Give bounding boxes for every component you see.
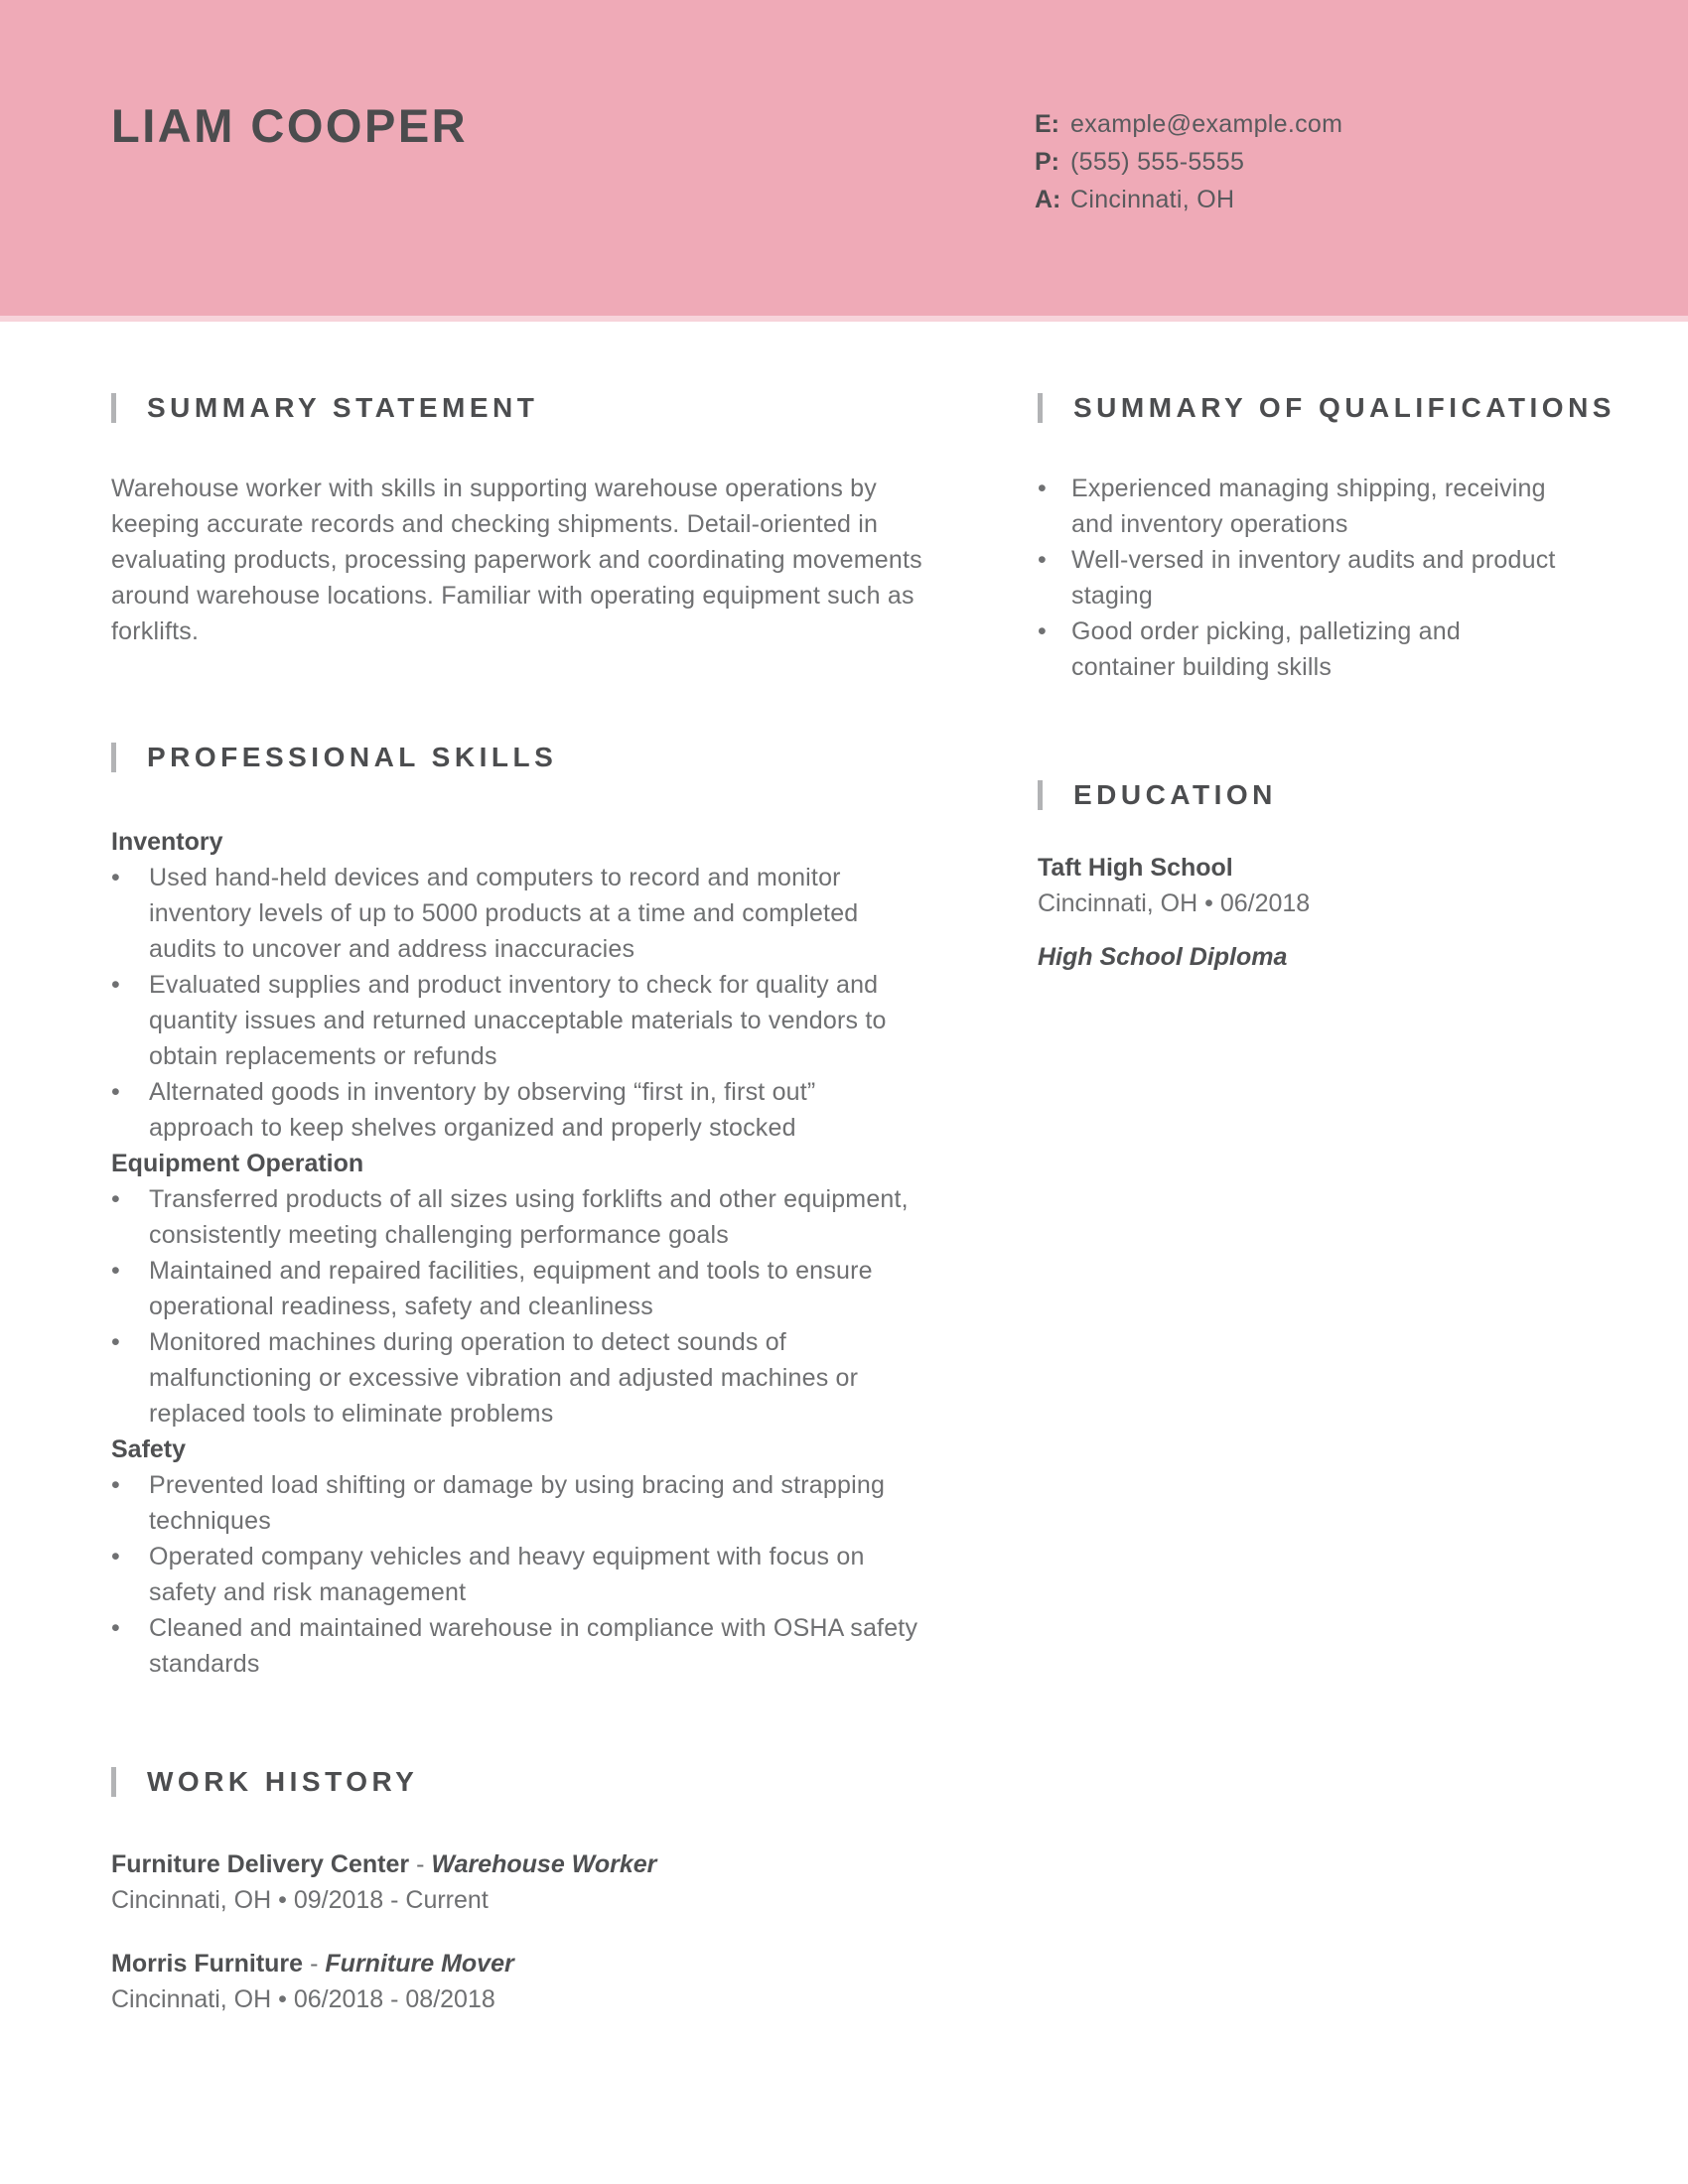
skill-bullet-text: Prevented load shifting or damage by using bracing and strapping techniques — [149, 1471, 886, 1535]
skill-bullet — [111, 860, 927, 967]
heading-bar-icon — [111, 743, 116, 772]
work-history-heading — [111, 1763, 927, 1801]
education-title: EDUCATION — [1073, 779, 1277, 810]
professional-skills-heading — [111, 739, 927, 776]
work-history-title: WORK HISTORY — [147, 1766, 419, 1797]
bullet-icon: • — [111, 971, 120, 999]
professional-skills-title: PROFESSIONAL SKILLS — [147, 742, 558, 772]
job-company: Furniture Delivery Center — [111, 1850, 410, 1878]
education-section — [1038, 776, 1556, 975]
skill-bullet-text: Transferred products of all sizes using forklifts and other equipment, consistently meeting challenging performance goals — [149, 1185, 909, 1249]
job-meta: Cincinnati, OH • 06/2018 - 08/2018 — [111, 1985, 495, 2013]
job-title-line — [111, 1846, 927, 1882]
bullet-icon: • — [111, 1543, 120, 1570]
job-entry — [111, 1946, 927, 2017]
bullet-icon: • — [111, 1257, 120, 1285]
work-history-section — [111, 1763, 927, 2017]
heading-bar-icon — [111, 393, 116, 423]
skill-bullet — [111, 1181, 927, 1253]
qualification-text: Good order picking, palletizing and container building skills — [1071, 617, 1461, 681]
job-entry — [111, 1846, 927, 1918]
qualification-bullet — [1038, 542, 1556, 614]
qualifications-heading — [1038, 389, 1616, 427]
bullet-icon: • — [1038, 475, 1047, 502]
education-content — [1038, 850, 1556, 975]
job-role: Warehouse Worker — [431, 1850, 657, 1878]
skill-bullet-text: Alternated goods in inventory by observing “first in, first out” approach to keep shelves organized and properly stocked — [149, 1078, 816, 1142]
skill-bullet — [111, 1074, 927, 1146]
contact-phone-row — [1035, 143, 1342, 181]
bullet-icon: • — [111, 864, 120, 891]
education-heading — [1038, 776, 1556, 814]
skill-bullet-text: Cleaned and maintained warehouse in compliance with OSHA safety standards — [149, 1614, 918, 1678]
qualification-text: Well-versed in inventory audits and product staging — [1071, 546, 1556, 610]
qualification-bullet — [1038, 471, 1556, 542]
bullet-icon: • — [1038, 546, 1047, 574]
skill-bullet-text: Monitored machines during operation to detect sounds of malfunctioning or excessive vibration and adjusted machines or replaced tools to eliminate problems — [149, 1328, 859, 1428]
summary-statement-title: SUMMARY STATEMENT — [147, 392, 539, 423]
contact-block — [1035, 105, 1342, 218]
job-role: Furniture Mover — [325, 1950, 514, 1978]
summary-paragraph: Warehouse worker with skills in supporting warehouse operations by keeping accurate records and checking shipments. Detail-oriented in evaluating products, processing paperwork and coordinating movements around warehouse locations. Familiar with operating equipment such as forklifts. — [111, 475, 922, 645]
bullet-icon: • — [1038, 617, 1047, 645]
header-edge-strip — [0, 316, 1688, 322]
phone-label: P: — [1035, 148, 1059, 176]
qualifications-section — [1038, 389, 1616, 685]
education-school: Taft High School — [1038, 854, 1233, 882]
bullet-icon: • — [111, 1078, 120, 1106]
skill-bullet — [111, 1253, 927, 1324]
skill-bullet — [111, 1610, 927, 1682]
skill-group-name: Inventory — [111, 828, 223, 856]
phone-value: (555) 555-5555 — [1070, 148, 1245, 176]
professional-skills-section — [111, 739, 927, 1682]
header-band — [0, 0, 1688, 316]
contact-address-row — [1035, 181, 1342, 218]
skill-group-name: Safety — [111, 1435, 187, 1463]
heading-bar-icon — [1038, 780, 1043, 810]
contact-email-row — [1035, 105, 1342, 143]
skill-bullet-text: Evaluated supplies and product inventory to check for quality and quantity issues and returned unacceptable materials to vendors to obtain replacements or refunds — [149, 971, 887, 1070]
skills-content — [111, 824, 927, 1682]
skill-bullet — [111, 1467, 927, 1539]
qualification-text: Experienced managing shipping, receiving and inventory operations — [1071, 475, 1546, 538]
bullet-icon: • — [111, 1328, 120, 1356]
skill-bullet-text: Used hand-held devices and computers to record and monitor inventory levels of up to 5000 products at a time and completed audits to uncover and address inaccuracies — [149, 864, 859, 963]
job-title-line — [111, 1946, 927, 1981]
education-degree: High School Diploma — [1038, 943, 1288, 971]
job-company: Morris Furniture — [111, 1950, 304, 1978]
person-name: LIAM COOPER — [111, 99, 469, 152]
summary-statement-heading — [111, 389, 927, 427]
email-value: example@example.com — [1070, 110, 1343, 138]
bullet-icon: • — [111, 1614, 120, 1642]
email-label: E: — [1035, 110, 1059, 138]
skill-bullet — [111, 1539, 927, 1610]
job-meta: Cincinnati, OH • 09/2018 - Current — [111, 1886, 489, 1914]
job-separator: - — [416, 1850, 425, 1878]
bullet-icon: • — [111, 1471, 120, 1499]
skill-bullet — [111, 1324, 927, 1432]
heading-bar-icon — [111, 1767, 116, 1797]
address-label: A: — [1035, 186, 1061, 213]
skill-bullet — [111, 967, 927, 1074]
bullet-icon: • — [111, 1185, 120, 1213]
education-meta: Cincinnati, OH • 06/2018 — [1038, 889, 1311, 917]
qualifications-list — [1038, 471, 1556, 685]
summary-statement-section — [111, 389, 927, 649]
address-value: Cincinnati, OH — [1070, 186, 1235, 213]
skill-bullet-text: Operated company vehicles and heavy equipment with focus on safety and risk management — [149, 1543, 865, 1606]
skill-bullet-text: Maintained and repaired facilities, equipment and tools to ensure operational readiness, safety and cleanliness — [149, 1257, 873, 1320]
heading-bar-icon — [1038, 393, 1043, 423]
job-separator: - — [310, 1950, 319, 1978]
qualifications-title: SUMMARY OF QUALIFICATIONS — [1073, 392, 1616, 423]
qualification-bullet — [1038, 614, 1556, 685]
skill-group-name: Equipment Operation — [111, 1150, 364, 1177]
